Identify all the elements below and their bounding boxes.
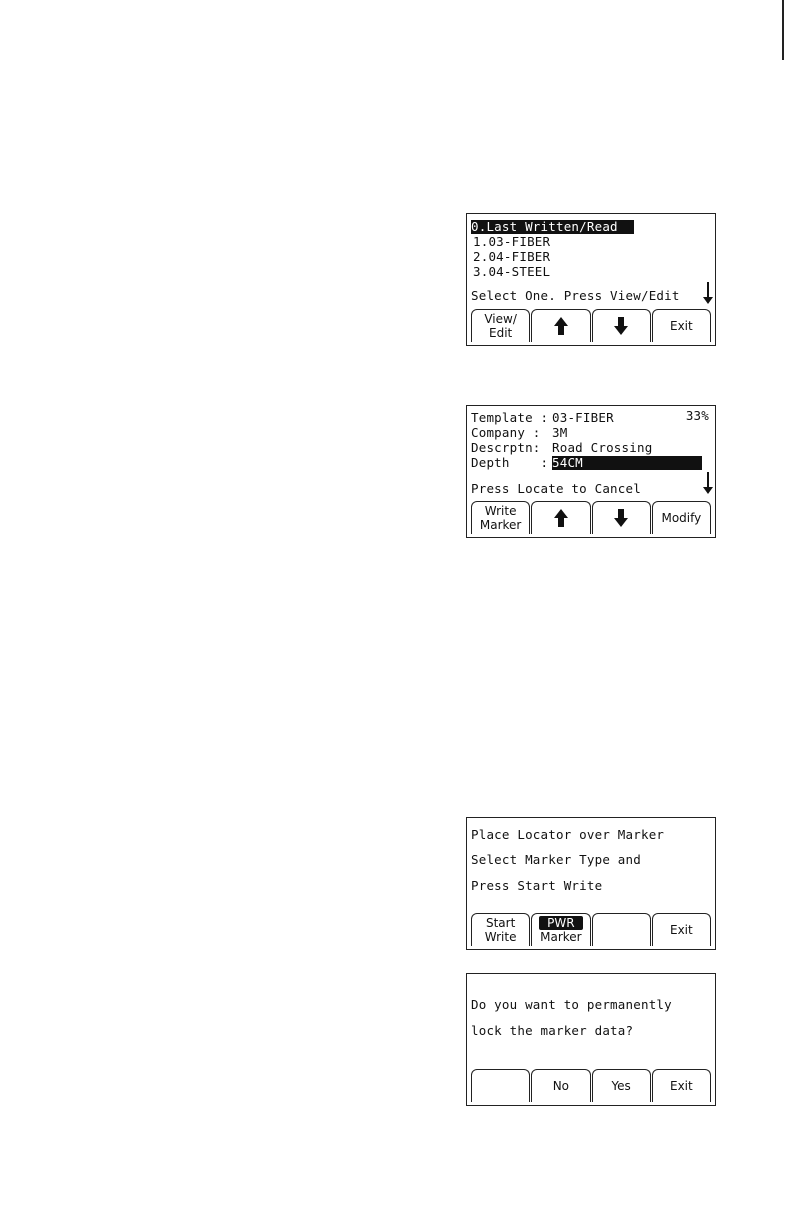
key-label: No — [552, 1079, 570, 1093]
lcd-screen-write-marker — [466, 817, 716, 950]
key-label: Yes — [611, 1079, 631, 1093]
down-arrow-icon — [614, 317, 628, 335]
lcd-screen-template-list — [466, 213, 716, 346]
company-label: Company : — [471, 425, 541, 440]
key-label: View/ — [484, 312, 517, 326]
key-label: Marker — [540, 930, 582, 944]
key-label: Modify — [661, 511, 702, 525]
scroll-up-button[interactable] — [531, 309, 590, 342]
company-value: 3M — [552, 425, 568, 440]
percent-indicator: 33% — [685, 408, 709, 423]
softkey-bar — [471, 501, 711, 534]
view-edit-button[interactable] — [471, 309, 530, 342]
down-arrow-icon — [707, 282, 709, 298]
down-arrow-icon — [614, 509, 628, 527]
lcd-screen-lock-confirm — [466, 973, 716, 1106]
key-label: Start — [485, 916, 516, 930]
scroll-down-button[interactable] — [592, 501, 651, 534]
exit-button[interactable] — [652, 1069, 711, 1102]
page-edge-line — [782, 0, 784, 60]
description-value: Road Crossing — [552, 440, 653, 455]
softkey-bar — [471, 1069, 711, 1102]
no-button[interactable] — [531, 1069, 590, 1102]
exit-button[interactable] — [652, 309, 711, 342]
up-arrow-icon — [554, 317, 568, 335]
template-label: Template : — [471, 410, 549, 425]
key-label: Write — [484, 930, 517, 944]
up-arrow-icon — [554, 509, 568, 527]
marker-type-button[interactable] — [531, 913, 590, 946]
exit-button[interactable] — [652, 913, 711, 946]
write-marker-button[interactable] — [471, 501, 530, 534]
softkey-bar — [471, 309, 711, 342]
depth-value-field[interactable]: 54CM — [552, 456, 702, 470]
list-item[interactable]: 3.04-STEEL — [473, 264, 551, 279]
scroll-up-button[interactable] — [531, 501, 590, 534]
depth-label: Depth : — [471, 455, 549, 470]
key-label: Exit — [670, 1079, 693, 1093]
softkey-bar — [471, 913, 711, 946]
yes-button[interactable] — [592, 1069, 651, 1102]
question-line: Do you want to permanently — [471, 997, 672, 1012]
lcd-screen-template-detail — [466, 405, 716, 538]
blank-softkey[interactable] — [592, 913, 651, 946]
instruction-line: Select Marker Type and — [471, 852, 641, 867]
key-label: Write — [484, 504, 517, 518]
prompt-text: Press Locate to Cancel — [471, 481, 641, 496]
start-write-button[interactable] — [471, 913, 530, 946]
instruction-line: Press Start Write — [471, 878, 603, 893]
key-label: Exit — [670, 923, 693, 937]
modify-button[interactable] — [652, 501, 711, 534]
list-item-selected[interactable]: 0.Last Written/Read — [471, 220, 634, 234]
description-label: Descrptn: — [471, 440, 541, 455]
list-item[interactable]: 1.03-FIBER — [473, 234, 551, 249]
down-arrow-icon — [707, 472, 709, 488]
prompt-text: Select One. Press View/Edit — [471, 288, 680, 303]
list-item[interactable]: 2.04-FIBER — [473, 249, 551, 264]
key-label: Marker — [479, 518, 522, 532]
key-label: Edit — [489, 326, 513, 340]
question-line: lock the marker data? — [471, 1023, 634, 1038]
marker-type-value: PWR — [539, 916, 582, 930]
instruction-line: Place Locator over Marker — [471, 827, 665, 842]
template-value: 03-FIBER — [552, 410, 614, 425]
key-label: Exit — [670, 319, 693, 333]
scroll-down-button[interactable] — [592, 309, 651, 342]
blank-softkey[interactable] — [471, 1069, 530, 1102]
